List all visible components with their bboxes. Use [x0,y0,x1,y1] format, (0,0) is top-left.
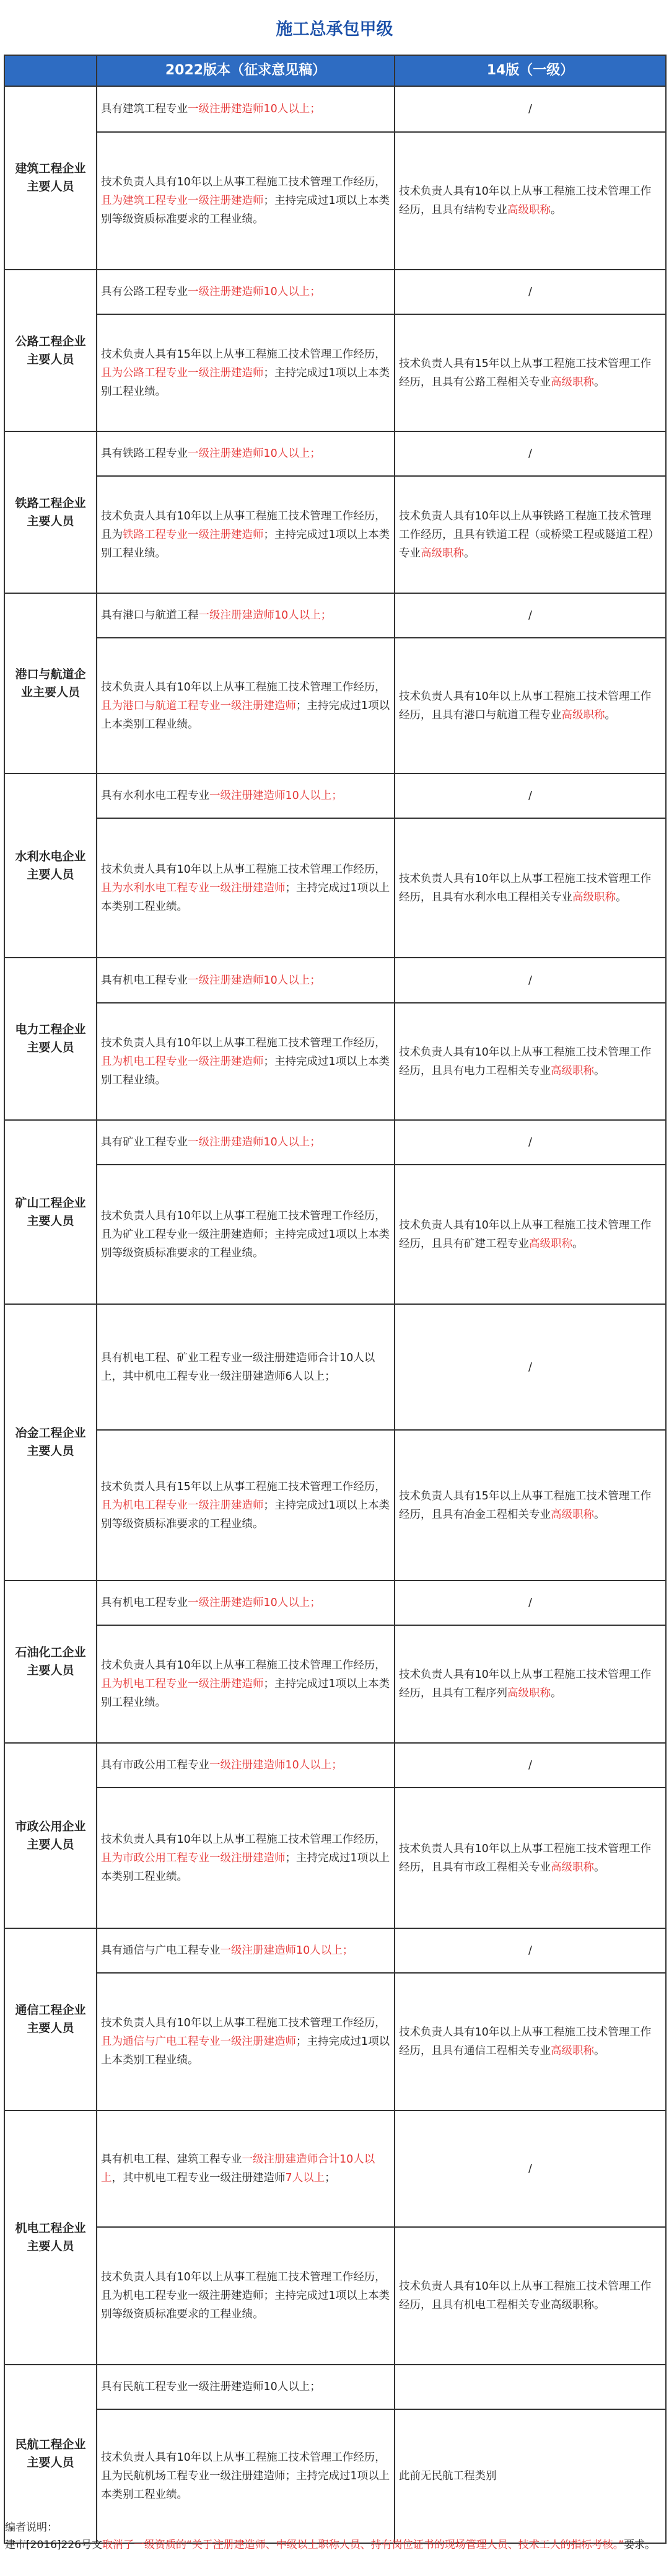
text-segment: 具有市政公用工程专业 [101,1759,209,1771]
text-segment: 技术负责人具有10年以上从事工程施工技术管理工作经历， [101,681,386,694]
new-requirement-cell [97,2111,395,2227]
highlighted-text: 一级注册建造师10人以上； [209,1759,343,1771]
new-requirement-cell [97,270,395,314]
text-segment: 技术负责人具有10年以上从事工程施工技术管理工作经历， [101,176,386,188]
highlighted-text: 一级注册建造师10人以上； [198,609,332,622]
old-tech-lead-cell [395,1973,666,2111]
text-segment: 技术负责人具有10年以上从事工程施工技术管理工作经历，且具有水利水电工程相关专业 [399,872,652,904]
text-segment: 技术负责人具有10年以上从事铁路工程施工技术管理工作经历，且具有铁道工程（或桥梁工程或隧道工程）专业 [399,509,659,560]
highlighted-text: 且为机电工程专业一级注册建造师 [101,1499,264,1512]
text-segment: 技术负责人具有10年以上从事工程施工技术管理工作经历，且为 [101,509,386,541]
old-tech-lead-cell [395,818,666,958]
table-row [4,1003,666,1120]
text-segment: 技术负责人具有15年以上从事工程施工技术管理工作经历， [101,1480,386,1493]
highlighted-text: 高级职称 [551,376,594,389]
new-requirement-cell [97,2365,395,2409]
old-requirement-cell: / [395,1304,666,1430]
text-segment: 技术负责人具有10年以上从事工程施工技术管理工作经历， [101,1659,386,1672]
table-row [4,431,666,476]
highlighted-text: 高级职称 [507,1687,551,1700]
highlighted-text: 且为通信与广电工程专业一级注册建造师 [101,2036,296,2048]
category-cell: 通信工程企业主要人员 [4,1928,97,2111]
text-segment: 技术负责人具有10年以上从事工程施工技术管理工作经历，且具有工程序列 [399,1669,652,1700]
table-row [4,86,666,132]
text-segment: 技术负责人具有10年以上从事工程施工技术管理工作经历， [101,1833,386,1846]
text-segment: 技术负责人具有10年以上从事工程施工技术管理工作经历，且为民航机场工程专业一级注册建造师；主持完成过1项以上本类别工程业绩。 [101,2451,390,2501]
text-segment: ；主持完成过1项以上本类别等级资质标准要求的工程业绩。 [101,195,390,226]
category-cell: 港口与航道企业主要人员 [4,593,97,774]
table-row [4,132,666,270]
table-row [4,1743,666,1788]
table-row [4,1430,666,1581]
highlighted-text: 且为水利水电工程专业一级注册建造师 [101,881,286,894]
category-cell: 矿山工程企业主要人员 [4,1120,97,1304]
table-row [4,2111,666,2227]
text-segment: 技术负责人具有10年以上从事工程施工技术管理工作经历，且为矿业工程专业一级注册建造师；主持完成过1项以上本类别等级资质标准要求的工程业绩。 [101,1209,390,1259]
category-cell: 冶金工程企业主要人员 [4,1304,97,1581]
text-segment: ；主持完成过1项以上本类别工程业绩。 [101,1678,390,1709]
text-segment: 技术负责人具有15年以上从事工程施工技术管理工作经历， [101,348,386,361]
text-segment: ，其中机电工程专业一级注册建造师 [112,2172,286,2184]
table-row [4,593,666,638]
highlighted-text: 高级职称 [572,891,616,904]
table-row [4,638,666,774]
highlighted-text: 高级职称 [551,1508,594,1521]
text-segment: 。 [551,1687,562,1700]
text-segment: ；主持完成过1项以上本类别工程业绩。 [101,366,390,398]
new-requirement-cell [97,1743,395,1788]
old-requirement-cell: / [395,774,666,818]
table-row [4,1581,666,1625]
text-segment: 技术负责人具有10年以上从事工程施工技术管理工作经历，且为机电工程专业一级注册建造师；主持完成过1项以上本类别等级资质标准要求的工程业绩。 [101,2271,390,2321]
highlighted-text: 一级注册建造师10人以上； [188,974,321,987]
text-segment: 技术负责人具有10年以上从事工程施工技术管理工作经历，且具有矿建工程专业 [399,1219,652,1250]
highlighted-text: 一级注册建造师10人以上； [188,1597,321,1609]
old-requirement-cell: / [395,593,666,638]
text-segment: 具有机电工程专业 [101,1597,188,1609]
old-tech-lead-cell [395,1430,666,1581]
old-requirement-cell: / [395,431,666,476]
new-requirement-cell [97,431,395,476]
category-cell: 石油化工企业主要人员 [4,1581,97,1743]
highlighted-text: 取消了一级资质的“关于注册建造师、中级以上职称人员、持有岗位证书的现场管理人员、技术工人的指标考核。” [102,2539,624,2551]
header-2022-version: 2022版本（征求意见稿） [97,55,395,86]
highlighted-text: 且为机电工程专业一级注册建造师 [101,1678,264,1690]
table-row [4,818,666,958]
text-segment: 。 [594,1064,605,1077]
text-segment: 。 [605,708,616,721]
old-tech-lead-cell [395,314,666,431]
table-row [4,270,666,314]
old-requirement-cell: / [395,958,666,1003]
text-segment: 技术负责人具有15年以上从事工程施工技术管理工作经历，且具有冶金工程相关专业 [399,1489,652,1521]
new-tech-lead-cell [97,1625,395,1743]
old-requirement-cell: / [395,1581,666,1625]
highlighted-text: 且为市政公用工程专业一级注册建造师 [101,1851,286,1864]
highlighted-text: 一级注册建造师10人以上； [209,790,343,802]
old-requirement-cell: / [395,1120,666,1165]
table-row [4,1788,666,1928]
new-tech-lead-cell [97,314,395,431]
new-tech-lead-cell [97,638,395,774]
editor-notes [5,2519,664,2554]
old-requirement-cell: / [395,270,666,314]
table-row [4,314,666,431]
new-requirement-cell [97,774,395,818]
new-tech-lead-cell [97,1430,395,1581]
highlighted-text: 一级注册建造师10人以上； [188,103,321,115]
highlighted-text: 高级职称 [421,547,464,560]
new-tech-lead-cell [97,476,395,593]
text-segment: 具有公路工程专业 [101,286,188,298]
old-tech-lead-cell [395,2227,666,2365]
new-requirement-cell [97,958,395,1003]
text-segment: 具有机电工程、建筑工程专业 [101,2153,242,2166]
text-segment: 技术负责人具有10年以上从事工程施工技术管理工作经历， [101,863,386,876]
text-segment: 技术负责人具有10年以上从事工程施工技术管理工作经历，且具有结构专业 [399,185,652,216]
new-tech-lead-cell [97,2227,395,2365]
table-row [4,476,666,593]
old-tech-lead-cell [395,1003,666,1120]
text-segment: 。 [594,1508,605,1521]
text-segment: 具有机电工程、矿业工程专业一级注册建造师合计10人以上，其中机电工程专业一级注册建造师6人以上； [101,1351,375,1383]
old-requirement-cell: / [395,86,666,132]
old-tech-lead-cell [395,476,666,593]
old-tech-lead-cell [395,1625,666,1743]
highlighted-text: 高级职称 [529,1237,572,1250]
highlighted-text: 一级注册建造师10人以上； [188,448,321,460]
text-segment: 此前无民航工程类别 [399,2470,497,2482]
text-segment: 。 [464,547,475,560]
highlighted-text: 高级职称 [561,708,605,721]
text-segment: 具有水利水电工程专业 [101,790,209,802]
new-tech-lead-cell [97,818,395,958]
text-segment: 具有铁路工程专业 [101,448,188,460]
text-segment: ；主持完成过1项以上本类别等级资质标准要求的工程业绩。 [101,1499,390,1530]
table-row [4,2365,666,2409]
text-segment: ；主持完成过1项以上本类别工程业绩。 [101,699,390,731]
category-cell: 公路工程企业主要人员 [4,270,97,431]
highlighted-text: 高级职称 [507,204,551,216]
old-tech-lead-cell [395,1165,666,1304]
text-segment: 。 [616,891,627,904]
text-segment: ；主持完成过1项以上本类别工程业绩。 [101,528,390,560]
text-segment: 具有建筑工程专业 [101,103,188,115]
text-segment: 要求。 [624,2539,656,2551]
new-tech-lead-cell [97,1003,395,1120]
table-header-row [4,55,666,86]
text-segment: 。 [572,1237,584,1250]
highlighted-text: 且为港口与航道工程专业一级注册建造师 [101,699,296,712]
new-requirement-cell [97,1581,395,1625]
category-cell: 电力工程企业主要人员 [4,958,97,1120]
text-segment: 具有港口与航道工程 [101,609,199,622]
new-tech-lead-cell [97,1788,395,1928]
highlighted-text: 且为机电工程专业一级注册建造师 [101,1055,264,1068]
table-row [4,958,666,1003]
highlighted-text: 一级注册建造师10人以上； [220,1944,354,1957]
text-segment: 。 [594,2045,605,2057]
text-segment: 具有机电工程专业 [101,974,188,987]
new-tech-lead-cell [97,132,395,270]
highlighted-text: 铁路工程专业一级注册建造师 [123,528,264,541]
table-row [4,774,666,818]
text-segment: ；主持完成过1项以上本类别工程业绩。 [101,881,390,913]
text-segment: 技术负责人具有10年以上从事工程施工技术管理工作经历，且具有机电工程相关专业高级职称。 [399,2280,652,2311]
notes-text [5,2536,664,2554]
highlighted-text: 一级注册建造师10人以上； [188,1136,321,1149]
text-segment: ；主持完成过1项以上本类别工程业绩。 [101,1851,390,1883]
page-title: 施工总承包甲级 [276,19,393,39]
notes-heading: 编者说明： [5,2521,58,2534]
new-tech-lead-cell [97,1165,395,1304]
header-14-version: 14版（一级） [395,55,666,86]
old-tech-lead-cell [395,1788,666,1928]
text-segment: 。 [594,1861,605,1874]
new-requirement-cell [97,1120,395,1165]
highlighted-text: 且为建筑工程专业一级注册建造师 [101,195,264,207]
table-row [4,2227,666,2365]
text-segment: 具有民航工程专业一级注册建造师10人以上； [101,2381,321,2393]
category-cell: 铁路工程企业主要人员 [4,431,97,593]
table-row [4,1973,666,2111]
highlighted-text: 一级注册建造师合计10人以上 [101,2153,375,2184]
text-segment: 。 [594,376,605,389]
category-cell: 建筑工程企业主要人员 [4,86,97,270]
old-tech-lead-cell [395,132,666,270]
new-requirement-cell [97,1928,395,1973]
highlighted-text: 高级职称 [551,1861,594,1874]
highlighted-text: 且为公路工程专业一级注册建造师 [101,366,264,379]
category-cell: 市政公用企业主要人员 [4,1743,97,1928]
old-requirement-cell: / [395,2111,666,2227]
new-tech-lead-cell [97,1973,395,2111]
category-cell: 水利水电企业主要人员 [4,774,97,958]
text-segment: 技术负责人具有10年以上从事工程施工技术管理工作经历， [101,2017,386,2029]
text-segment: 具有通信与广电工程专业 [101,1944,221,1957]
new-requirement-cell [97,1304,395,1430]
table-row [4,1928,666,1973]
highlighted-text: 7人以上 [285,2172,325,2184]
text-segment: 具有矿业工程专业 [101,1136,188,1149]
old-tech-lead-cell [395,638,666,774]
table-row [4,1625,666,1743]
text-segment: 技术负责人具有10年以上从事工程施工技术管理工作经历，且具有电力工程相关专业 [399,1046,652,1077]
new-requirement-cell [97,86,395,132]
table-row [4,1304,666,1430]
old-requirement-cell [395,2365,666,2409]
text-segment: ；主持完成过1项以上本类别工程业绩。 [101,1055,390,1087]
highlighted-text: 一级注册建造师10人以上； [188,286,321,298]
old-requirement-cell: / [395,1928,666,1973]
text-segment: 建市[2016]226号文 [5,2539,102,2551]
table-row [4,1120,666,1165]
old-requirement-cell: / [395,1743,666,1788]
new-requirement-cell [97,593,395,638]
table-row [4,1165,666,1304]
text-segment: 技术负责人具有15年以上从事工程施工技术管理工作经历，且具有公路工程相关专业 [399,357,652,389]
text-segment: ；主持完成过1项以上本类别工程业绩。 [101,2036,390,2067]
highlighted-text: 高级职称 [551,2045,594,2057]
text-segment: 技术负责人具有10年以上从事工程施工技术管理工作经历，且具有通信工程相关专业 [399,2026,652,2057]
header-category [4,55,97,86]
text-segment: 。 [551,204,562,216]
text-segment: 技术负责人具有10年以上从事工程施工技术管理工作经历， [101,1036,386,1049]
highlighted-text: 高级职称 [551,1064,594,1077]
table-body [4,86,666,2543]
text-segment: ； [325,2172,336,2184]
category-cell: 民航工程企业主要人员 [4,2365,97,2543]
qualification-table [4,55,667,2544]
category-cell: 机电工程企业主要人员 [4,2111,97,2365]
text-segment: 技术负责人具有10年以上从事工程施工技术管理工作经历，且具有港口与航道工程专业 [399,690,652,721]
text-segment: 技术负责人具有10年以上从事工程施工技术管理工作经历，且具有市政工程相关专业 [399,1842,652,1874]
